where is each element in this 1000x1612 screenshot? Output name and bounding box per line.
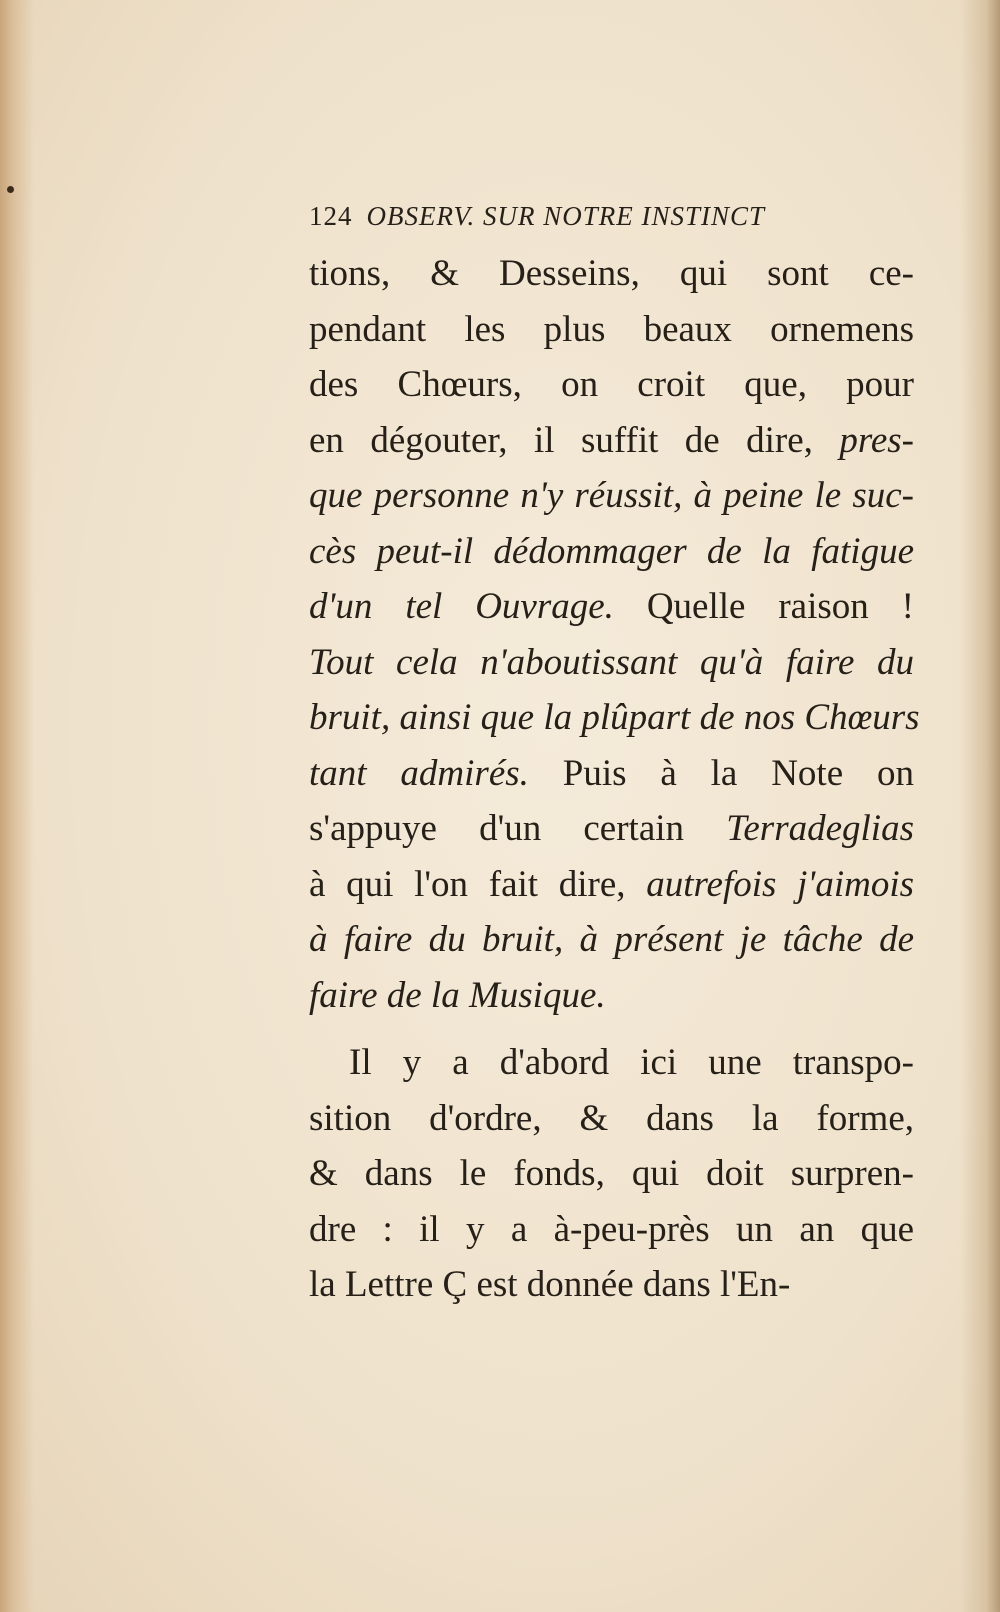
- text-segment: autrefois j'aimois: [646, 863, 914, 905]
- page-edge-left: [0, 0, 34, 1612]
- text-line: [309, 1035, 914, 1091]
- text-segment: faire de la Musique.: [309, 974, 606, 1016]
- text-segment: & dans le fonds, qui doit surpren-: [309, 1153, 914, 1194]
- text-segment: Tout cela n'aboutissant qu'à faire du: [309, 641, 914, 683]
- text-segment: dre : il y a à-peu-près un an que: [309, 1208, 914, 1250]
- text-line: [309, 246, 914, 302]
- running-title: OBSERV. SUR NOTRE INSTINCT: [366, 201, 766, 231]
- text-line: [309, 357, 914, 413]
- text-line: [309, 1091, 914, 1147]
- text-line: [309, 746, 914, 802]
- text-line: [309, 1146, 914, 1202]
- text-segment: sition d'ordre, & dans la forme,: [309, 1097, 914, 1139]
- text-line: [309, 690, 920, 746]
- text-line: [309, 579, 914, 635]
- text-line: [309, 801, 914, 857]
- text-segment: à qui l'on fait dire,: [309, 863, 647, 905]
- text-segment: bruit, ainsi que la plûpart de nos Chœurs: [309, 697, 920, 738]
- text-segment: cès peut-il dédommager de la fatigue: [309, 530, 914, 572]
- text-segment: d'un tel Ouvrage.: [309, 586, 614, 627]
- text-line: [309, 468, 914, 524]
- text-segment: à faire du bruit, à présent je tâche de: [309, 919, 914, 960]
- text-segment: Terradeglias: [726, 808, 914, 849]
- paragraph-2: [309, 1035, 914, 1313]
- text-segment: des Chœurs, on croit que, pour: [309, 364, 914, 405]
- page-number: 124: [309, 201, 353, 231]
- text-block: [309, 200, 920, 1313]
- page-edge-right: [960, 0, 1000, 1612]
- paragraph-1: [309, 246, 920, 1023]
- ink-speck: [7, 186, 14, 193]
- text-segment: que personne n'y réussit, à peine le suc-: [309, 475, 914, 516]
- text-segment: tant admirés.: [309, 752, 529, 794]
- text-segment: s'appuye d'un certain: [309, 808, 727, 849]
- text-segment: pendant les plus beaux ornemens: [309, 308, 914, 350]
- text-segment: en dégouter, il suffit de dire,: [309, 419, 840, 461]
- text-segment: la Lettre Ç est donnée dans l'En-: [309, 1264, 791, 1305]
- text-line: [309, 413, 914, 469]
- text-line: [309, 524, 914, 580]
- text-segment: pres-: [839, 419, 914, 461]
- text-line: [309, 302, 914, 358]
- text-line: [309, 912, 914, 968]
- text-line: [309, 1257, 914, 1313]
- text-segment: Il y a d'abord ici une transpo-: [349, 1042, 914, 1083]
- text-segment: Quelle raison !: [613, 586, 914, 627]
- text-line: [309, 968, 914, 1024]
- text-line: [309, 635, 914, 691]
- text-segment: Puis à la Note on: [528, 752, 914, 794]
- text-segment: tions, & Desseins, qui sont ce-: [309, 253, 914, 294]
- text-line: [309, 1202, 914, 1258]
- text-line: [309, 857, 914, 913]
- running-head: [309, 200, 914, 246]
